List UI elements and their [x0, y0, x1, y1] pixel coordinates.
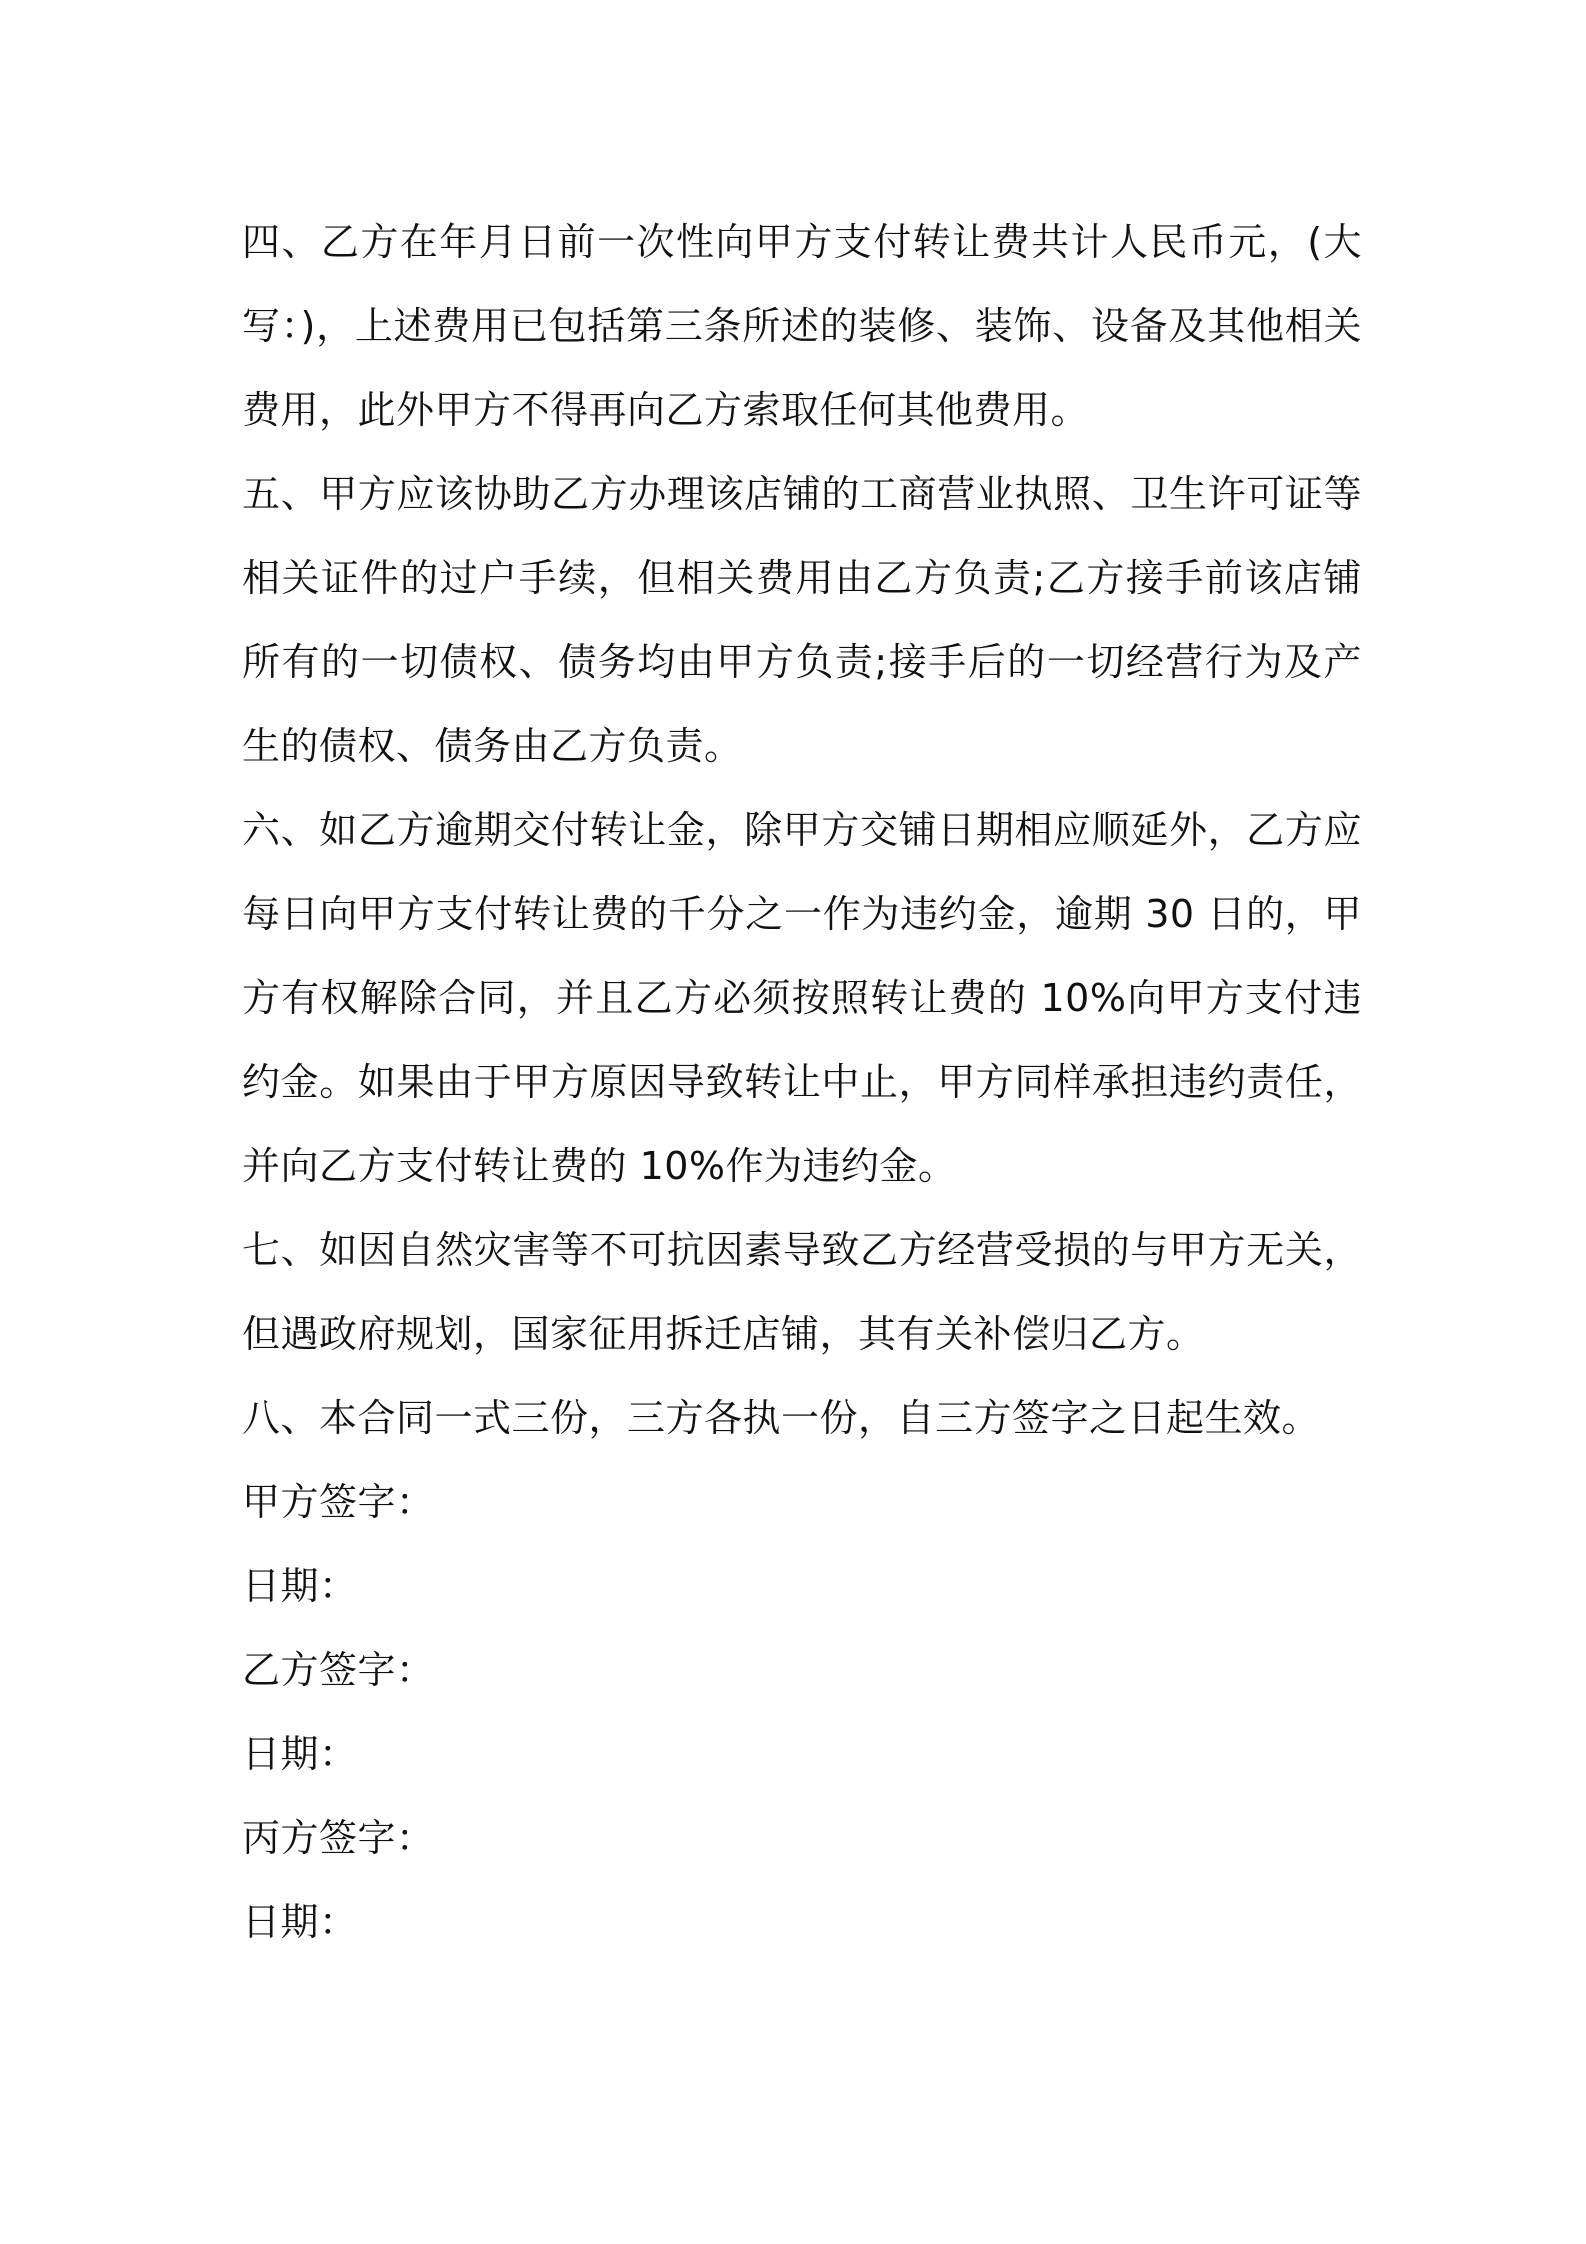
clause-8: 八、本合同一式三份，三方各执一份，自三方签字之日起生效。	[242, 1396, 1321, 1440]
clause-4: 四、乙方在年月日前一次性向甲方支付转让费共计人民币元，(大写：)，上述费用已包括第三条所述的装修、装饰、设备及其他相关费用，此外甲方不得再向乙方索取任何其他费用。	[242, 220, 1362, 432]
clause-5: 五、甲方应该协助乙方办理该店铺的工商营业执照、卫生许可证等相关证件的过户手续，但相关费用由乙方负责;乙方接手前该店铺所有的一切债权、债务均由甲方负责;接手后的一切经营行为及产生的债权、债务由乙方负责。	[242, 472, 1362, 768]
party-c-date-label: 日期：	[242, 1900, 358, 1944]
clause-6: 六、如乙方逾期交付转让金，除甲方交铺日期相应顺延外，乙方应每日向甲方支付转让费的千分之一作为违约金，逾期 30 日的，甲方有权解除合同，并且乙方必须按照转让费的 10%向甲方支付违约金。如果由于甲方原因导致转让中止，甲方同样承担违约责任，并向乙方支付转让费的 10%作为违约金。	[242, 808, 1362, 1188]
party-a-signature-label: 甲方签字：	[242, 1480, 435, 1524]
contract-page	[242, 200, 1362, 1964]
party-a-date-label: 日期：	[242, 1564, 358, 1608]
clause-7: 七、如因自然灾害等不可抗因素导致乙方经营受损的与甲方无关，但遇政府规划，国家征用拆迁店铺，其有关补偿归乙方。	[242, 1228, 1362, 1356]
party-b-signature-label: 乙方签字：	[242, 1648, 435, 1692]
signature-block	[242, 1460, 1362, 1964]
party-c-signature-label: 丙方签字：	[242, 1816, 435, 1860]
party-b-date-label: 日期：	[242, 1732, 358, 1776]
